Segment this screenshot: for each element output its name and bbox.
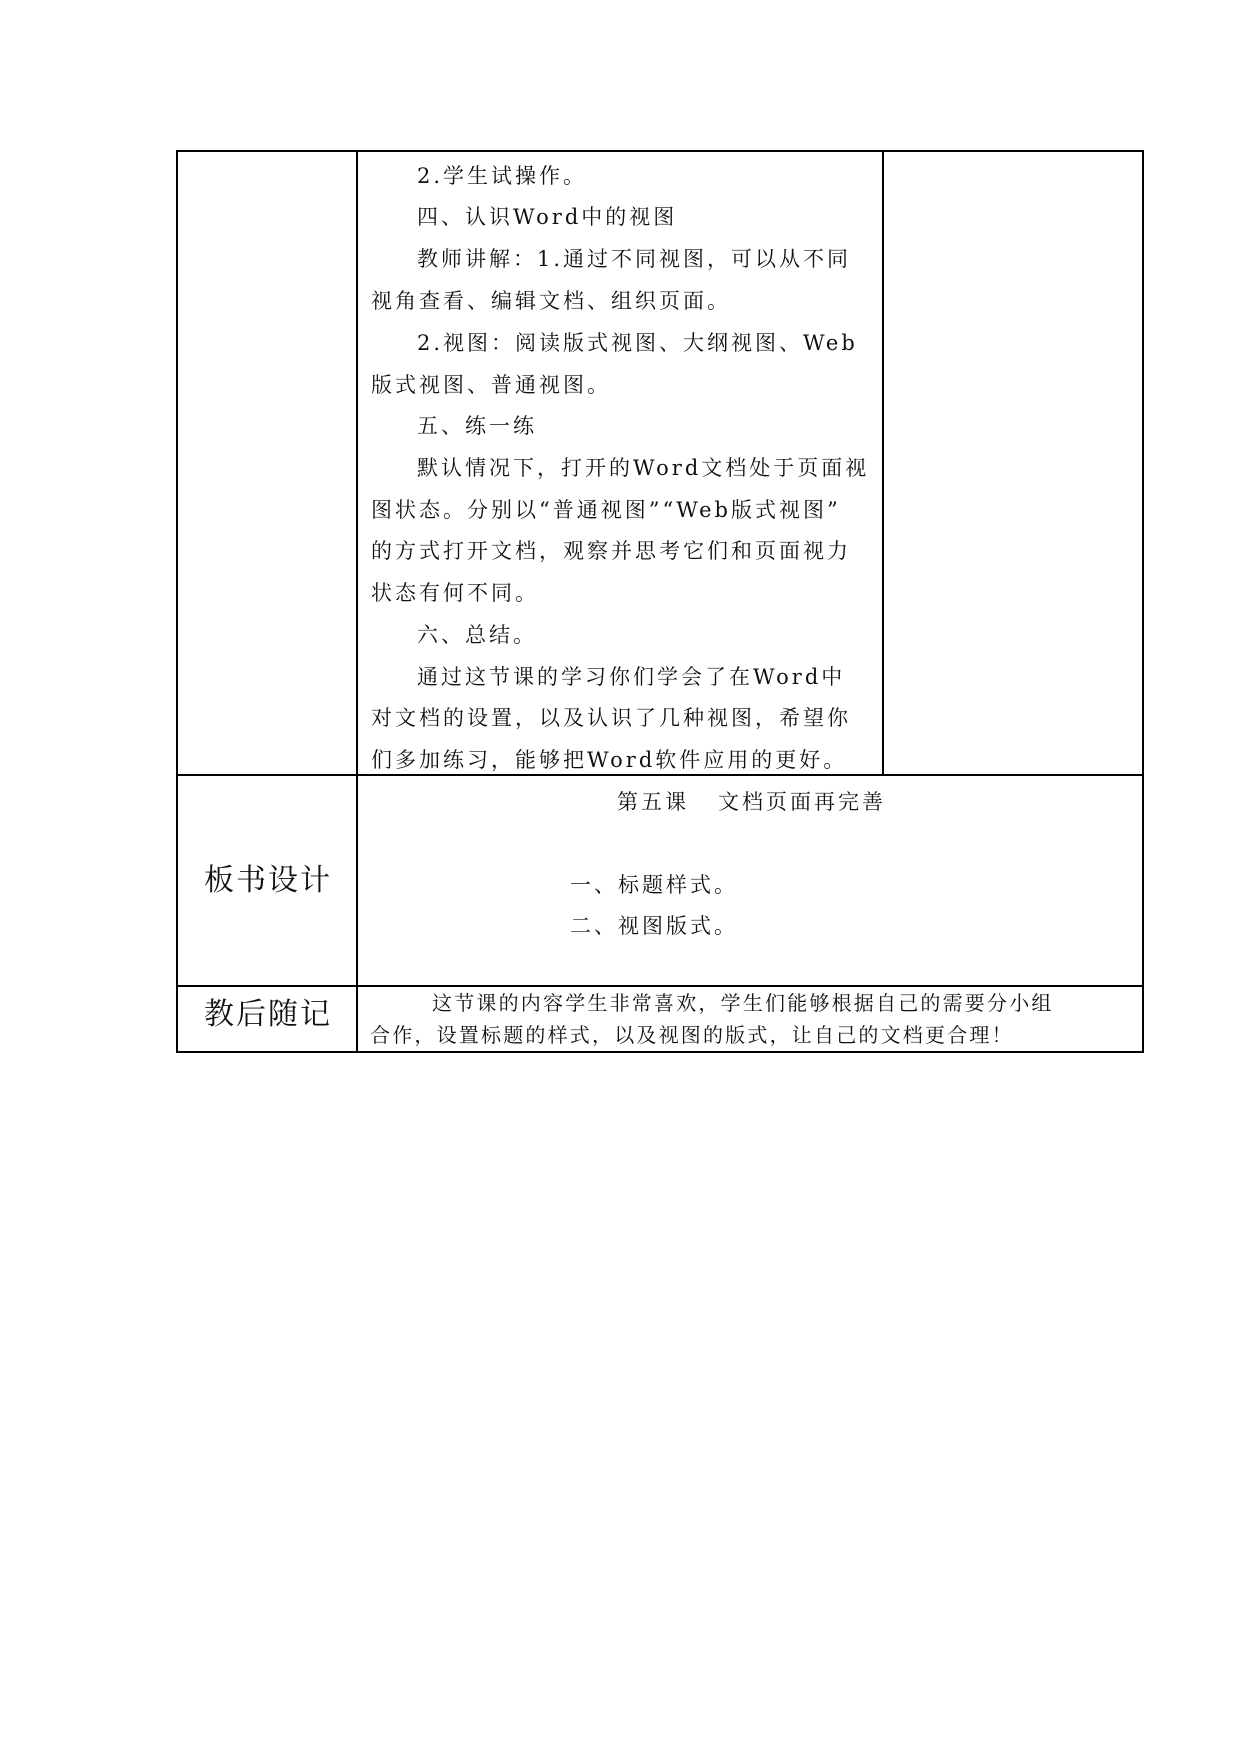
- process-line: 版式视图、普通视图。: [371, 373, 611, 397]
- process-line: 们多加练习，能够把Word软件应用的更好。: [371, 748, 848, 772]
- process-line: 状态有何不同。: [371, 581, 539, 605]
- table-border-right: [1142, 150, 1144, 1053]
- process-line: 的方式打开文档，观察并思考它们和页面视力: [371, 539, 851, 563]
- process-line: 视角查看、编辑文档、组织页面。: [371, 289, 731, 313]
- process-line: 五、练一练: [417, 414, 537, 438]
- reflection-line: 合作，设置标题的样式，以及视图的版式，让自己的文档更合理！: [370, 1023, 1014, 1047]
- table-border-col2: [882, 150, 884, 776]
- board-design-item: 二、视图版式。: [570, 914, 738, 938]
- process-line: 图状态。分别以“普通视图”“Web版式视图”: [371, 498, 841, 522]
- table-border-top: [176, 150, 1144, 152]
- table-border-bottom: [176, 1051, 1144, 1053]
- table-border-row2: [176, 985, 1144, 987]
- process-line: 默认情况下，打开的Word文档处于页面视: [417, 456, 870, 480]
- process-line: 教师讲解：1.通过不同视图，可以从不同: [417, 247, 852, 271]
- board-design-item: 一、标题样式。: [570, 873, 738, 897]
- board-design-label: 板书设计: [204, 863, 332, 898]
- process-line: 通过这节课的学习你们学会了在Word中: [417, 665, 846, 689]
- process-line: 2.学生试操作。: [417, 164, 588, 188]
- process-line: 四、认识Word中的视图: [417, 205, 678, 229]
- table-border-left: [176, 150, 178, 1053]
- process-line: 六、总结。: [417, 623, 537, 647]
- process-line: 2.视图：阅读版式视图、大纲视图、Web: [417, 331, 858, 355]
- table-border-row1: [176, 774, 1144, 776]
- table-border-col1: [356, 150, 358, 1053]
- reflection-label: 教后随记: [204, 997, 332, 1032]
- process-line: 对文档的设置，以及认识了几种视图，希望你: [371, 706, 851, 730]
- board-design-title: 第五课 文档页面再完善: [617, 790, 887, 814]
- reflection-line: 这节课的内容学生非常喜欢，学生们能够根据自己的需要分小组: [432, 991, 1054, 1015]
